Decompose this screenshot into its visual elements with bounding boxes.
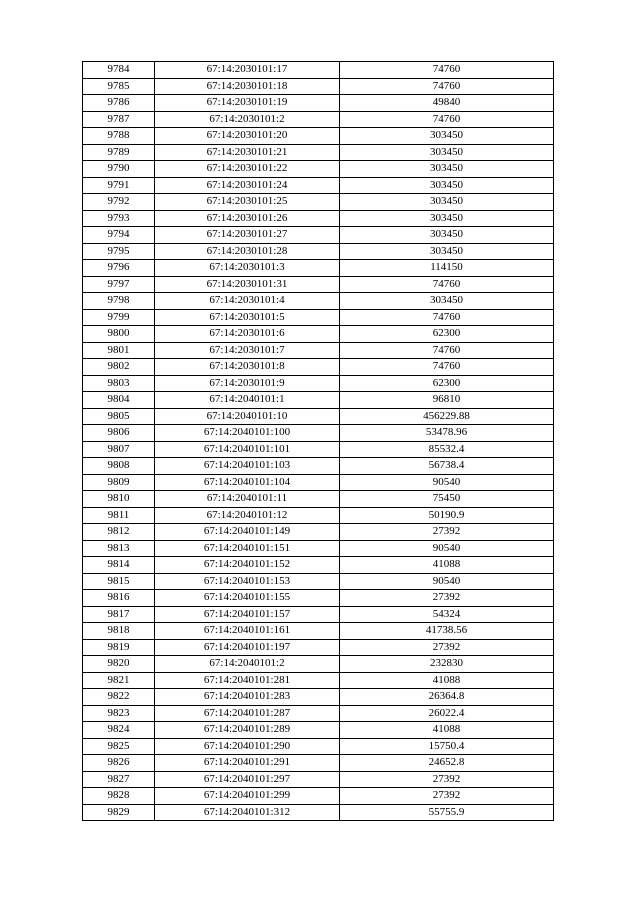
value-cell: 41088 [340,672,554,689]
cadastral-number-cell: 67:14:2040101:153 [155,573,340,590]
table-row [83,474,554,491]
table-row [83,573,554,590]
row-number-cell: 9809 [83,474,155,491]
row-number-cell: 9824 [83,722,155,739]
table-row [83,62,554,79]
row-number-cell: 9788 [83,128,155,145]
value-cell: 85532.4 [340,441,554,458]
value-cell: 303450 [340,227,554,244]
cadastral-number-cell: 67:14:2040101:281 [155,672,340,689]
cadastral-number-cell: 67:14:2040101:297 [155,771,340,788]
row-number-cell: 9807 [83,441,155,458]
cadastral-number-cell: 67:14:2030101:5 [155,309,340,326]
cadastral-number-cell: 67:14:2040101:289 [155,722,340,739]
value-cell: 303450 [340,161,554,178]
cadastral-number-cell: 67:14:2040101:2 [155,656,340,673]
value-cell: 303450 [340,177,554,194]
row-number-cell: 9820 [83,656,155,673]
value-cell: 41088 [340,722,554,739]
value-cell: 74760 [340,111,554,128]
table-row [83,161,554,178]
row-number-cell: 9826 [83,755,155,772]
row-number-cell: 9819 [83,639,155,656]
table-row [83,177,554,194]
cadastral-number-cell: 67:14:2040101:287 [155,705,340,722]
row-number-cell: 9827 [83,771,155,788]
cadastral-number-cell: 67:14:2040101:161 [155,623,340,640]
value-cell: 303450 [340,128,554,145]
row-number-cell: 9796 [83,260,155,277]
table-row [83,227,554,244]
table-row [83,408,554,425]
row-number-cell: 9811 [83,507,155,524]
table-row [83,210,554,227]
table-row [83,656,554,673]
row-number-cell: 9814 [83,557,155,574]
row-number-cell: 9812 [83,524,155,541]
value-cell: 96810 [340,392,554,409]
cadastral-number-cell: 67:14:2040101:157 [155,606,340,623]
table-row [83,738,554,755]
value-cell: 303450 [340,243,554,260]
row-number-cell: 9810 [83,491,155,508]
table-row [83,293,554,310]
cadastral-number-cell: 67:14:2030101:2 [155,111,340,128]
cadastral-number-cell: 67:14:2040101:149 [155,524,340,541]
data-table [82,61,554,821]
value-cell: 27392 [340,771,554,788]
cadastral-number-cell: 67:14:2030101:6 [155,326,340,343]
row-number-cell: 9829 [83,804,155,821]
value-cell: 303450 [340,210,554,227]
cadastral-number-cell: 67:14:2030101:19 [155,95,340,112]
table-row [83,590,554,607]
table-row [83,326,554,343]
cadastral-number-cell: 67:14:2030101:4 [155,293,340,310]
value-cell: 53478.96 [340,425,554,442]
cadastral-number-cell: 67:14:2040101:1 [155,392,340,409]
row-number-cell: 9797 [83,276,155,293]
table-row [83,705,554,722]
table-row [83,557,554,574]
document-page [82,61,553,821]
table-row [83,606,554,623]
row-number-cell: 9805 [83,408,155,425]
value-cell: 62300 [340,375,554,392]
table-body [83,62,554,821]
value-cell: 49840 [340,95,554,112]
table-row [83,771,554,788]
value-cell: 27392 [340,590,554,607]
table-row [83,243,554,260]
value-cell: 24652.8 [340,755,554,772]
row-number-cell: 9799 [83,309,155,326]
value-cell: 26364.8 [340,689,554,706]
cadastral-number-cell: 67:14:2040101:12 [155,507,340,524]
table-row [83,672,554,689]
row-number-cell: 9786 [83,95,155,112]
value-cell: 26022.4 [340,705,554,722]
row-number-cell: 9791 [83,177,155,194]
value-cell: 27392 [340,788,554,805]
row-number-cell: 9789 [83,144,155,161]
value-cell: 74760 [340,309,554,326]
cadastral-number-cell: 67:14:2030101:24 [155,177,340,194]
cadastral-number-cell: 67:14:2030101:8 [155,359,340,376]
row-number-cell: 9823 [83,705,155,722]
cadastral-number-cell: 67:14:2030101:21 [155,144,340,161]
value-cell: 90540 [340,573,554,590]
row-number-cell: 9792 [83,194,155,211]
value-cell: 50190.9 [340,507,554,524]
table-row [83,639,554,656]
table-row [83,722,554,739]
table-row [83,111,554,128]
row-number-cell: 9816 [83,590,155,607]
table-row [83,276,554,293]
value-cell: 56738.4 [340,458,554,475]
table-row [83,194,554,211]
row-number-cell: 9804 [83,392,155,409]
table-row [83,392,554,409]
cadastral-number-cell: 67:14:2030101:28 [155,243,340,260]
table-row [83,309,554,326]
value-cell: 90540 [340,474,554,491]
value-cell: 15750.4 [340,738,554,755]
value-cell: 74760 [340,359,554,376]
row-number-cell: 9802 [83,359,155,376]
row-number-cell: 9813 [83,540,155,557]
value-cell: 27392 [340,639,554,656]
row-number-cell: 9815 [83,573,155,590]
row-number-cell: 9790 [83,161,155,178]
cadastral-number-cell: 67:14:2040101:100 [155,425,340,442]
cadastral-number-cell: 67:14:2030101:25 [155,194,340,211]
value-cell: 54324 [340,606,554,623]
row-number-cell: 9822 [83,689,155,706]
value-cell: 456229.88 [340,408,554,425]
value-cell: 114150 [340,260,554,277]
cadastral-number-cell: 67:14:2040101:152 [155,557,340,574]
row-number-cell: 9800 [83,326,155,343]
cadastral-number-cell: 67:14:2030101:27 [155,227,340,244]
cadastral-number-cell: 67:14:2040101:299 [155,788,340,805]
row-number-cell: 9794 [83,227,155,244]
value-cell: 232830 [340,656,554,673]
row-number-cell: 9785 [83,78,155,95]
row-number-cell: 9801 [83,342,155,359]
cadastral-number-cell: 67:14:2040101:151 [155,540,340,557]
cadastral-number-cell: 67:14:2030101:7 [155,342,340,359]
cadastral-number-cell: 67:14:2040101:312 [155,804,340,821]
row-number-cell: 9817 [83,606,155,623]
cadastral-number-cell: 67:14:2040101:197 [155,639,340,656]
table-row [83,458,554,475]
row-number-cell: 9806 [83,425,155,442]
value-cell: 74760 [340,78,554,95]
value-cell: 41738.56 [340,623,554,640]
row-number-cell: 9821 [83,672,155,689]
value-cell: 303450 [340,194,554,211]
cadastral-number-cell: 67:14:2040101:101 [155,441,340,458]
value-cell: 74760 [340,62,554,79]
cadastral-number-cell: 67:14:2040101:103 [155,458,340,475]
table-row [83,441,554,458]
cadastral-number-cell: 67:14:2040101:104 [155,474,340,491]
value-cell: 90540 [340,540,554,557]
table-row [83,623,554,640]
value-cell: 75450 [340,491,554,508]
cadastral-number-cell: 67:14:2040101:291 [155,755,340,772]
value-cell: 74760 [340,276,554,293]
cadastral-number-cell: 67:14:2030101:17 [155,62,340,79]
table-row [83,359,554,376]
row-number-cell: 9787 [83,111,155,128]
value-cell: 27392 [340,524,554,541]
cadastral-number-cell: 67:14:2030101:3 [155,260,340,277]
cadastral-number-cell: 67:14:2030101:20 [155,128,340,145]
table-row [83,788,554,805]
row-number-cell: 9818 [83,623,155,640]
cadastral-number-cell: 67:14:2040101:283 [155,689,340,706]
value-cell: 41088 [340,557,554,574]
row-number-cell: 9825 [83,738,155,755]
value-cell: 55755.9 [340,804,554,821]
table-row [83,342,554,359]
row-number-cell: 9803 [83,375,155,392]
table-row [83,144,554,161]
table-row [83,491,554,508]
table-row [83,78,554,95]
table-row [83,260,554,277]
table-row [83,375,554,392]
cadastral-number-cell: 67:14:2030101:22 [155,161,340,178]
cadastral-number-cell: 67:14:2040101:11 [155,491,340,508]
value-cell: 303450 [340,144,554,161]
row-number-cell: 9828 [83,788,155,805]
table-row [83,128,554,145]
table-row [83,507,554,524]
cadastral-number-cell: 67:14:2030101:9 [155,375,340,392]
value-cell: 74760 [340,342,554,359]
table-row [83,689,554,706]
cadastral-number-cell: 67:14:2040101:10 [155,408,340,425]
value-cell: 303450 [340,293,554,310]
table-row [83,804,554,821]
table-row [83,755,554,772]
table-row [83,95,554,112]
cadastral-number-cell: 67:14:2040101:155 [155,590,340,607]
row-number-cell: 9784 [83,62,155,79]
cadastral-number-cell: 67:14:2030101:31 [155,276,340,293]
value-cell: 62300 [340,326,554,343]
table-row [83,524,554,541]
row-number-cell: 9798 [83,293,155,310]
cadastral-number-cell: 67:14:2040101:290 [155,738,340,755]
row-number-cell: 9795 [83,243,155,260]
table-row [83,540,554,557]
cadastral-number-cell: 67:14:2030101:18 [155,78,340,95]
table-row [83,425,554,442]
row-number-cell: 9808 [83,458,155,475]
cadastral-number-cell: 67:14:2030101:26 [155,210,340,227]
row-number-cell: 9793 [83,210,155,227]
